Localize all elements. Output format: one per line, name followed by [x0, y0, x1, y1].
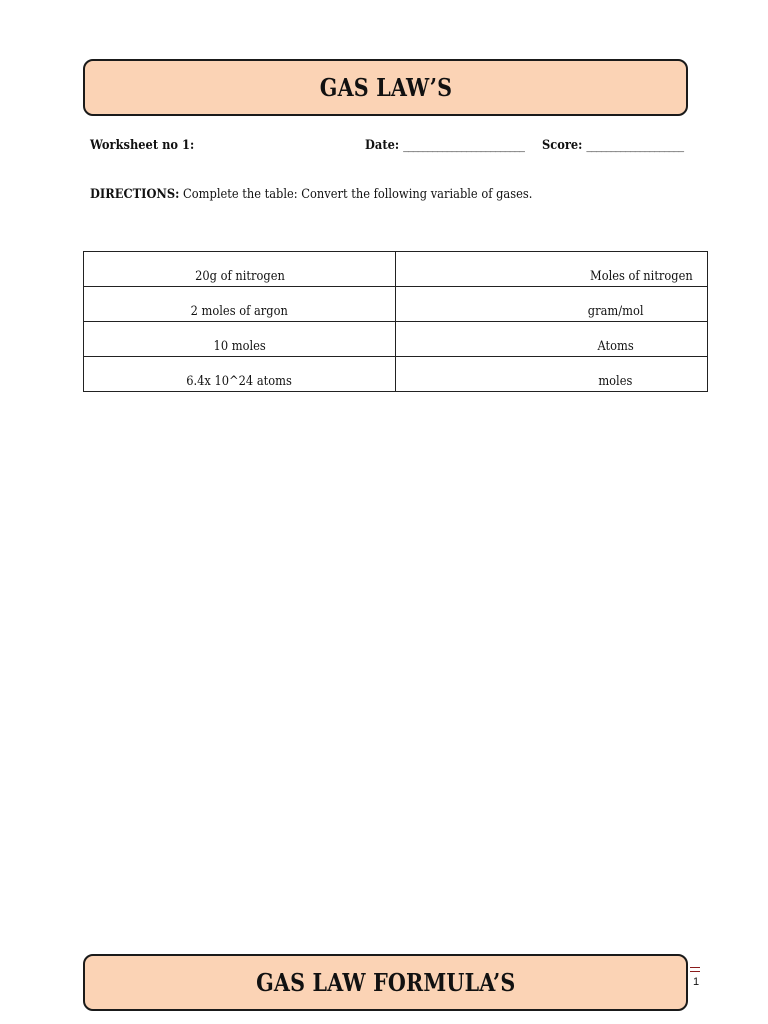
page-title-banner — [83, 59, 688, 116]
target-cell: Atoms — [396, 322, 708, 357]
table-row — [84, 357, 708, 392]
target-cell: moles — [396, 357, 708, 392]
section-title: GAS LAW FORMULA’S — [255, 968, 516, 997]
section-title-banner — [83, 954, 688, 1011]
directions-text: Complete the table: Convert the following variable of gases. — [179, 187, 533, 202]
page-title: GAS LAW’S — [319, 73, 452, 102]
target-cell: Moles of nitrogen — [396, 252, 708, 287]
given-cell: 10 moles — [84, 322, 396, 357]
score-field — [542, 138, 683, 153]
table-row — [84, 287, 708, 322]
date-field — [365, 138, 524, 153]
table-row — [84, 322, 708, 357]
table-row — [84, 252, 708, 287]
score-blank: ____________________ — [586, 138, 684, 153]
worksheet-label: Worksheet no 1: — [90, 138, 195, 153]
date-label: Date: — [365, 138, 400, 153]
given-cell: 20g of nitrogen — [84, 252, 396, 287]
directions — [90, 187, 593, 202]
page-number: 1 — [693, 976, 700, 988]
score-label: Score: — [542, 138, 583, 153]
given-cell: 2 moles of argon — [84, 287, 396, 322]
date-blank: _________________________ — [403, 138, 525, 153]
page-marker — [690, 967, 700, 972]
target-cell: gram/mol — [396, 287, 708, 322]
conversion-table — [83, 251, 708, 392]
directions-label: DIRECTIONS: — [90, 187, 180, 202]
given-cell: 6.4x 10^24 atoms — [84, 357, 396, 392]
